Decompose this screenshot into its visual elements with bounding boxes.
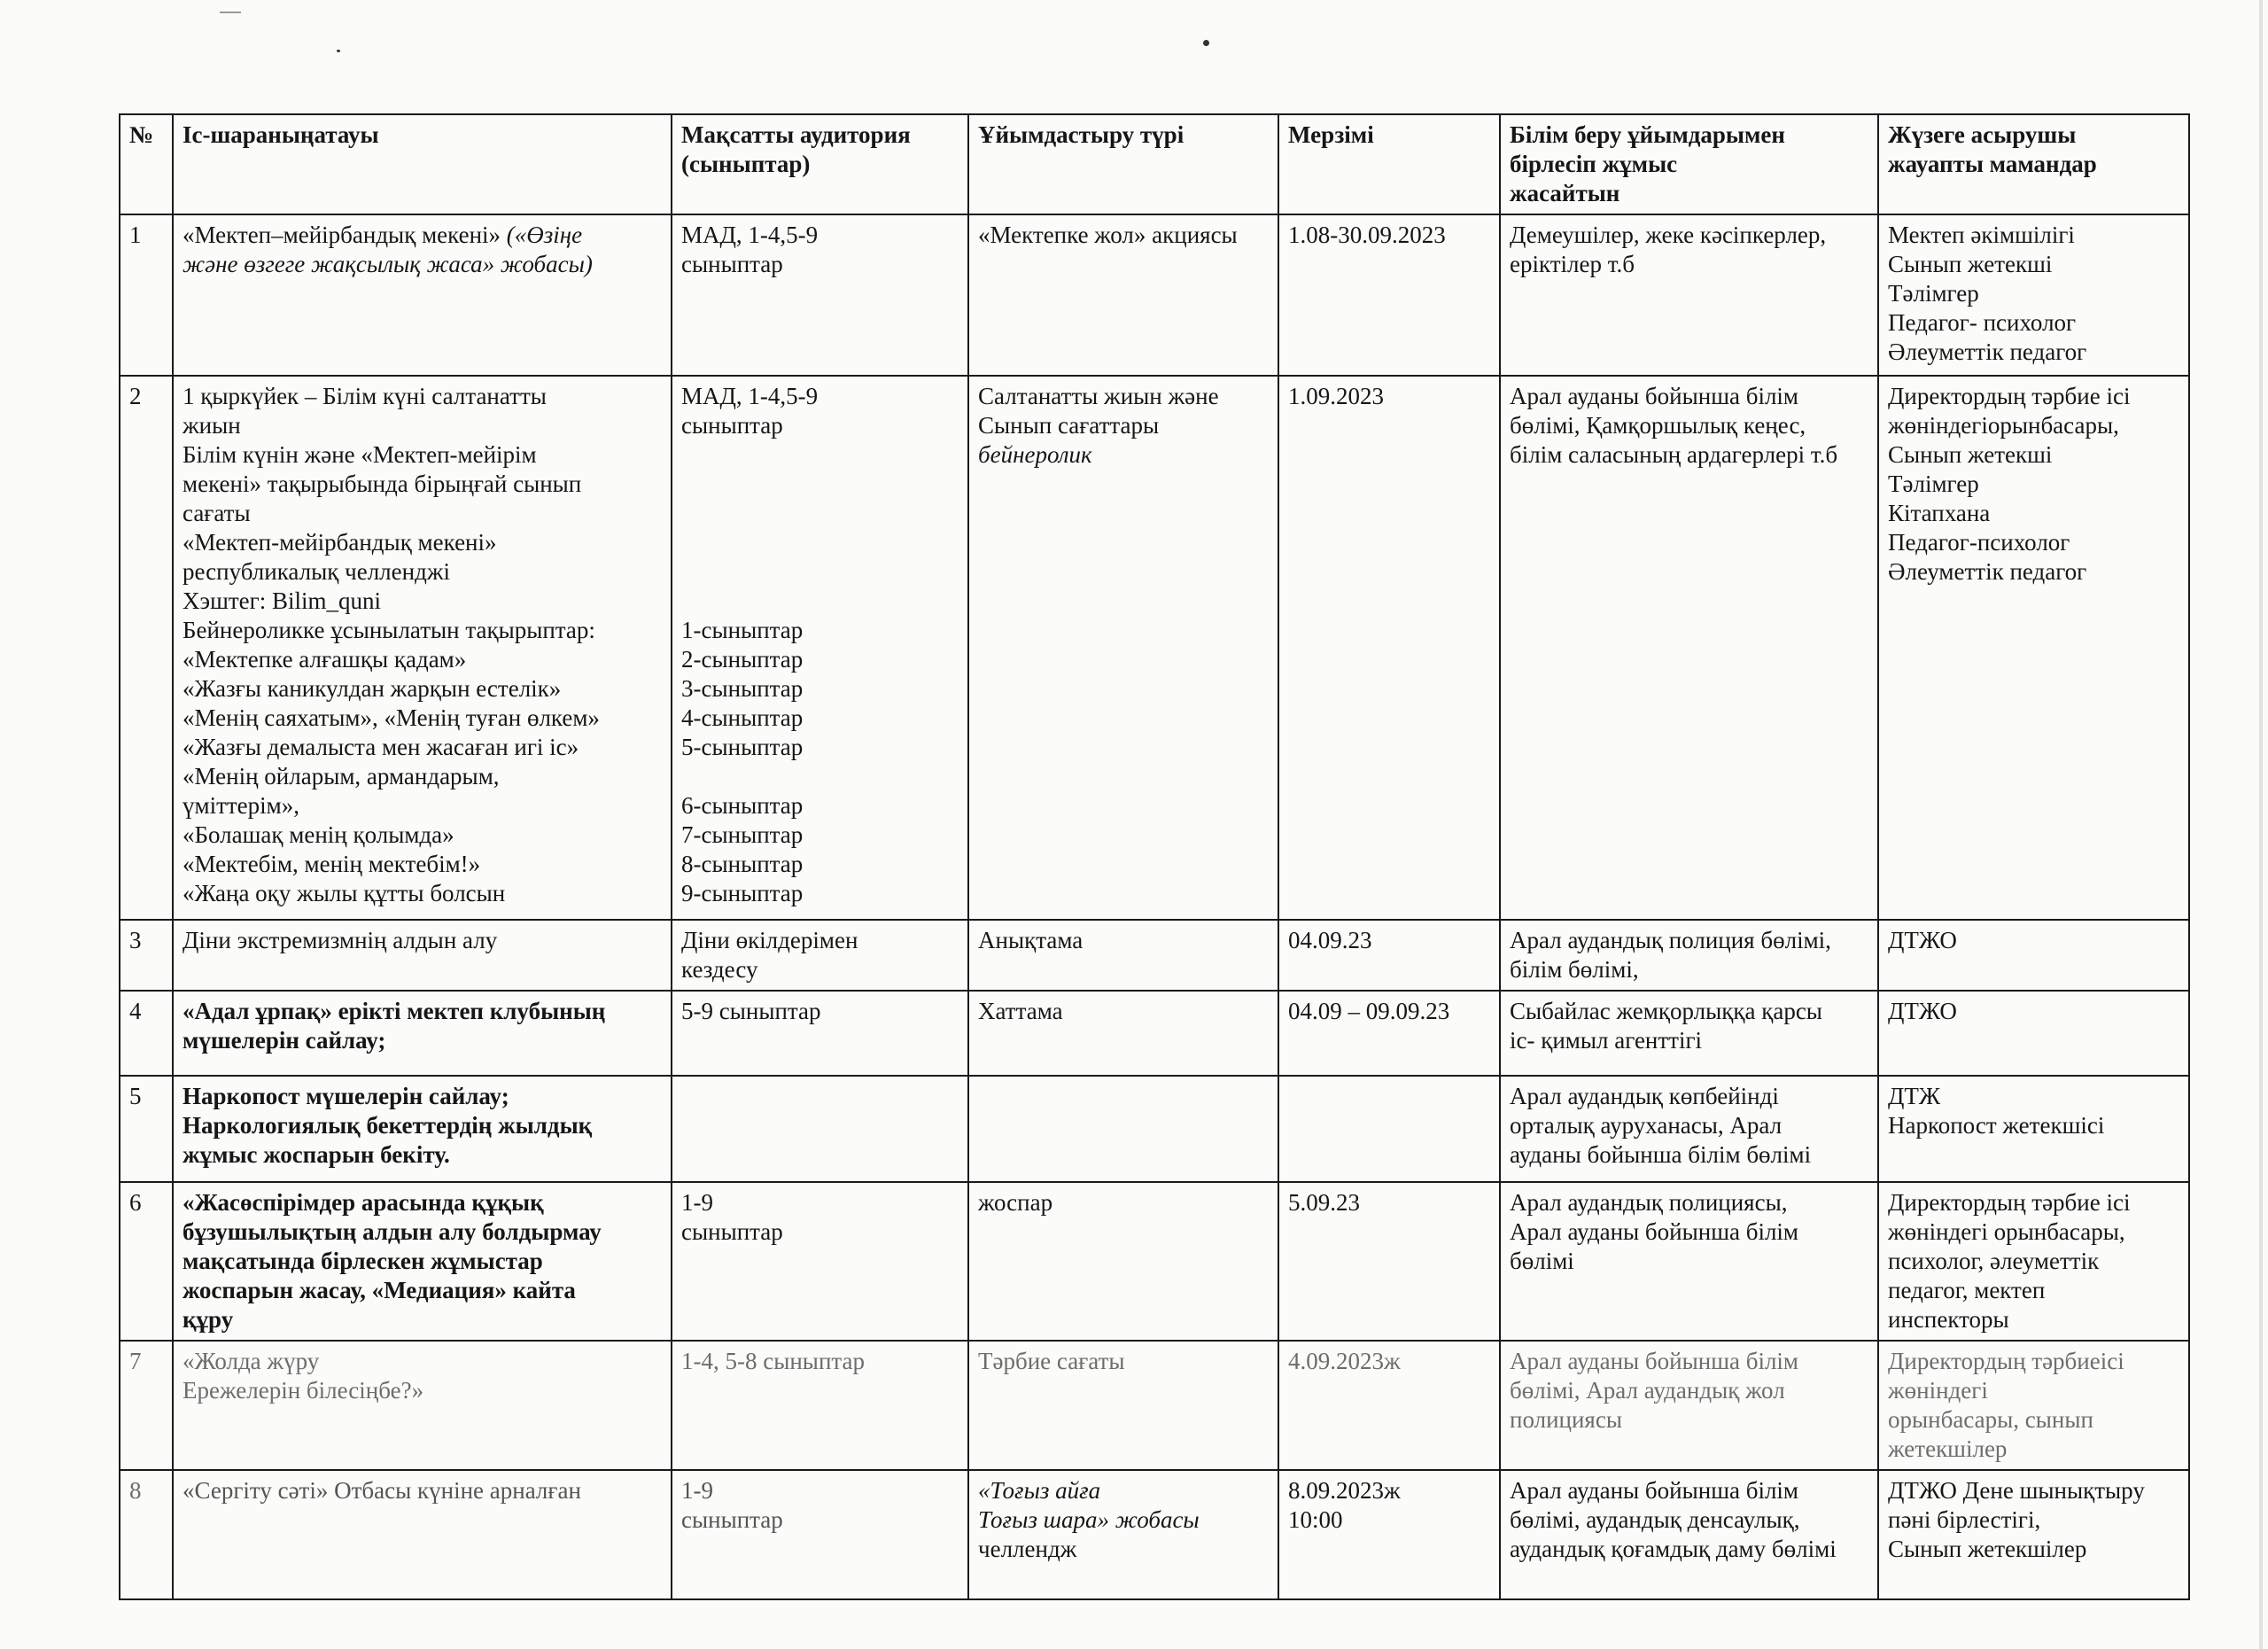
cell-deadline: 1.08-30.09.2023 [1278,214,1500,376]
cell-responsible: Директордың тәрбиеісі жөніндегі орынбасары, сынып жетекшілер [1878,1341,2189,1470]
events-plan-table [119,113,2190,1600]
table-row [120,920,2189,991]
cell-number: 4 [120,991,173,1076]
cell-audience: 1-9 сыныптар [672,1470,968,1599]
cell-deadline: 1.09.2023 [1278,376,1500,920]
cell-audience: МАД, 1-4,5-9 сыныптар 1-сыныптар 2-сыныптар 3-сыныптар 4-сыныптар 5-сыныптар 6-сыныптар 7-сыныптар 8-сыныптар 9-сыныптар [672,376,968,920]
cell-number: 2 [120,376,173,920]
cell-responsible: ДТЖО [1878,920,2189,991]
cell-form: Салтанатты жиын және Сынып сағаттары бейнеролик [968,376,1278,920]
cell-event-name: Наркопост мүшелерін сайлау; Наркологиялық бекеттердің жылдық жұмыс жоспарын бекіту. [173,1076,672,1182]
col-header-form: Ұйымдастыру түрі [968,114,1278,214]
cell-deadline: 04.09.23 [1278,920,1500,991]
cell-partners: Демеушілер, жеке кәсіпкерлер, еріктілер т.б [1500,214,1878,376]
cell-partners: Арал ауданы бойынша білім бөлімі, Қамқоршылық кеңес, білім саласының ардагерлері т.б [1500,376,1878,920]
cell-form: Тәрбие сағаты [968,1341,1278,1470]
cell-responsible: Директордың тәрбие ісі жөніндегіорынбасары, Сынып жетекші Тәлімгер Кітапхана Педагог-психолог Әлеуметтік педагог [1878,376,2189,920]
table-row [120,214,2189,376]
cell-responsible: Директордың тәрбие ісі жөніндегі орынбасары, психолог, әлеуметтік педагог, мектеп инспекторы [1878,1182,2189,1341]
cell-responsible: ДТЖ Наркопост жетекшісі [1878,1076,2189,1182]
cell-form: Хаттама [968,991,1278,1076]
cell-partners: Арал аудандық полиция бөлімі, білім бөлімі, [1500,920,1878,991]
table-header-row [120,114,2189,214]
col-header-responsible: Жүзеге асырушы жауапты мамандар [1878,114,2189,214]
table-row [120,991,2189,1076]
cell-deadline: 5.09.23 [1278,1182,1500,1341]
cell-event-name: «Сергіту сәті» Отбасы күніне арналған [173,1470,672,1599]
col-header-event-name: Іс-шараныңатауы [173,114,672,214]
cell-deadline: 4.09.2023ж [1278,1341,1500,1470]
table-row [120,1341,2189,1470]
col-header-partners: Білім беру ұйымдарымен бірлесіп жұмыс жасайтын [1500,114,1878,214]
cell-number: 6 [120,1182,173,1341]
cell-audience: 1-9 сыныптар [672,1182,968,1341]
scan-edge-line [2259,0,2263,1649]
cell-audience [672,1076,968,1182]
cell-audience: 1-4, 5-8 сыныптар [672,1341,968,1470]
cell-event-name: «Жолда жүру Ережелерін білесіңбе?» [173,1341,672,1470]
cell-number: 8 [120,1470,173,1599]
cell-event-name: «Мектеп–мейірбандық мекені» («Өзіңе және өзгеге жақсылық жаса» жобасы) [173,214,672,376]
cell-number: 7 [120,1341,173,1470]
cell-form: «Тоғыз айға Тоғыз шара» жобасы челлендж [968,1470,1278,1599]
table-row [120,1076,2189,1182]
cell-responsible: ДТЖО Дене шынықтыру пәні бірлестігі, Сынып жетекшілер [1878,1470,2189,1599]
cell-responsible: ДТЖО [1878,991,2189,1076]
cell-event-name: Діни экстремизмнің алдын алу [173,920,672,991]
table-row [120,376,2189,920]
cell-form [968,1076,1278,1182]
cell-partners: Арал аудандық көпбейінді орталық ауруханасы, Арал ауданы бойынша білім бөлімі [1500,1076,1878,1182]
cell-number: 5 [120,1076,173,1182]
cell-form: жоспар [968,1182,1278,1341]
cell-number: 3 [120,920,173,991]
col-header-deadline: Мерзімі [1278,114,1500,214]
scan-speck [337,50,340,52]
cell-audience: МАД, 1-4,5-9 сыныптар [672,214,968,376]
scan-speck [1203,40,1209,46]
col-header-number: № [120,114,173,214]
cell-number: 1 [120,214,173,376]
col-header-audience: Мақсатты аудитория (сыныптар) [672,114,968,214]
cell-partners: Арал ауданы бойынша білім бөлімі, Арал аудандық жол полициясы [1500,1341,1878,1470]
cell-audience: 5-9 сыныптар [672,991,968,1076]
cell-audience: Діни өкілдерімен кездесу [672,920,968,991]
cell-deadline: 8.09.2023ж 10:00 [1278,1470,1500,1599]
cell-form: «Мектепке жол» акциясы [968,214,1278,376]
cell-partners: Арал ауданы бойынша білім бөлімі, аудандық денсаулық, аудандық қоғамдық даму бөлімі [1500,1470,1878,1599]
scan-speck [220,12,241,13]
cell-form: Анықтама [968,920,1278,991]
cell-event-name: 1 қыркүйек – Білім күні салтанатты жиын Білім күнін және «Мектеп-мейірім мекені» тақырыбында бірыңғай сынып сағаты «Мектеп-мейірбандық мекені» республикалық челленджі Хэштег: Bilim_quni Бейнероликке ұсынылатын тақырыптар: «Мектепке алғашқы қадам» «Жазғы каникулдан жарқын естелік» «Менің саяхатым», «Менің туған өлкем» «Жазғы демалыста мен жасаған игі іс» «Менің ойларым, армандарым, үміттерім», «Болашақ менің қолымда» «Мектебім, менің мектебім!» «Жаңа оқу жылы құтты болсын [173,376,672,920]
cell-event-name: «Жасөспірімдер арасында құқық бұзушылықтың алдын алу болдырмау мақсатында бірлескен жұмыстар жоспарын жасау, «Медиация» кайта құру [173,1182,672,1341]
cell-deadline [1278,1076,1500,1182]
table-row [120,1182,2189,1341]
cell-event-name: «Адал ұрпақ» ерікті мектеп клубының мүшелерін сайлау; [173,991,672,1076]
cell-responsible: Мектеп әкімшілігі Сынып жетекші Тәлімгер Педагог- психолог Әлеуметтік педагог [1878,214,2189,376]
cell-partners: Арал аудандық полициясы, Арал ауданы бойынша білім бөлімі [1500,1182,1878,1341]
cell-partners: Сыбайлас жемқорлыққа қарсы іс- қимыл агенттігі [1500,991,1878,1076]
table-row [120,1470,2189,1599]
cell-deadline: 04.09 – 09.09.23 [1278,991,1500,1076]
